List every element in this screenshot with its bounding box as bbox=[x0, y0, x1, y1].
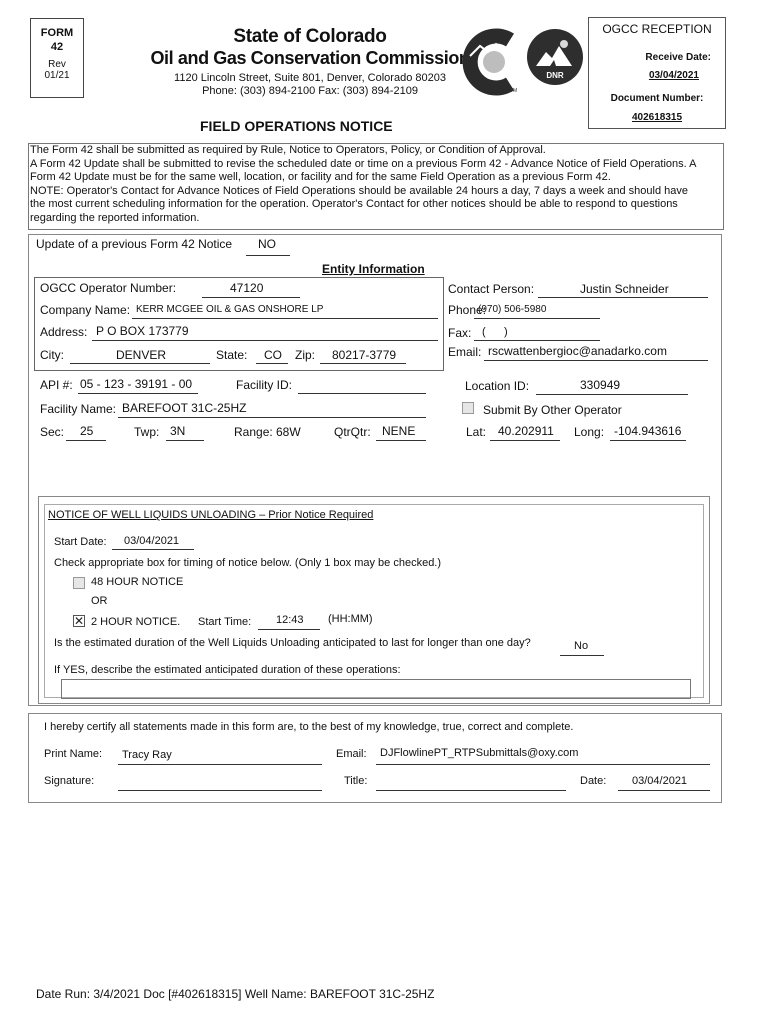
facility-name-value: BAREFOOT 31C-25HZ bbox=[122, 401, 247, 415]
location-id-field[interactable] bbox=[536, 378, 688, 395]
agency-title: Oil and Gas Conservation Commission bbox=[150, 48, 470, 68]
print-name-label: Print Name: bbox=[44, 748, 103, 760]
2-hour-checkbox[interactable]: ✕ bbox=[74, 614, 85, 628]
twp-field[interactable] bbox=[166, 424, 204, 441]
qtrqtr-field[interactable] bbox=[376, 424, 426, 441]
cert-email-field[interactable] bbox=[376, 747, 710, 765]
liquids-title: NOTICE OF WELL LIQUIDS UNLOADING – Prior Notice Required bbox=[48, 509, 374, 521]
instruction-line: NOTE: Operator's Contact for Advance Notices of Field Operations should be available 24 hours a day, 7 days a week and should have bbox=[30, 184, 688, 197]
update-value: NO bbox=[258, 237, 276, 251]
title-label: Title: bbox=[344, 775, 368, 787]
company-label: Company Name: bbox=[40, 303, 131, 317]
long-value: -104.943616 bbox=[614, 424, 682, 438]
facility-id-label: Facility ID: bbox=[236, 378, 293, 392]
certification-statement: I hereby certify all statements made in this form are, to the best of my knowledge, true, correct and complete. bbox=[44, 721, 574, 733]
document-number-label: Document Number: bbox=[610, 93, 704, 104]
duration-question: Is the estimated duration of the Well Liquids Unloading anticipated to last for longer than one day? bbox=[54, 637, 531, 649]
fax-value: ( ) bbox=[482, 326, 508, 338]
date-value: 03/04/2021 bbox=[632, 775, 688, 787]
facility-name-label: Facility Name: bbox=[40, 402, 117, 416]
phone-field[interactable] bbox=[474, 303, 600, 319]
entity-title: Entity Information bbox=[322, 262, 425, 276]
sec-field[interactable] bbox=[66, 424, 106, 441]
company-field[interactable] bbox=[132, 303, 438, 319]
long-field[interactable] bbox=[610, 424, 686, 441]
instruction-line: The Form 42 shall be submitted as required by Rule, Notice to Operators, Policy, or Condition of Approval. bbox=[30, 144, 546, 156]
dnr-logo bbox=[526, 28, 584, 90]
receive-date-label: Receive Date: bbox=[645, 52, 711, 63]
address-value: P O BOX 173779 bbox=[96, 324, 189, 338]
contact-value: Justin Schneider bbox=[580, 282, 669, 296]
operator-number-field[interactable] bbox=[202, 283, 300, 298]
zip-value: 80217-3779 bbox=[332, 348, 397, 362]
48-hour-checkbox[interactable] bbox=[73, 577, 85, 589]
api-label: API #: bbox=[40, 378, 73, 392]
fax-label: Fax: bbox=[448, 326, 472, 340]
ogcc-reception-box bbox=[588, 17, 726, 129]
range-value[interactable]: 68W bbox=[276, 425, 301, 439]
email-value: rscwattenbergioc@anadarko.com bbox=[488, 344, 667, 358]
lat-value: 40.202911 bbox=[498, 424, 554, 438]
notice-title: FIELD OPERATIONS NOTICE bbox=[200, 118, 393, 134]
phone-line: Phone: (303) 894-2100 Fax: (303) 894-2109 bbox=[202, 85, 418, 97]
dnr-text: DNR bbox=[546, 71, 564, 80]
form-label: FORM bbox=[40, 27, 74, 39]
form-number-box bbox=[30, 18, 84, 98]
instruction-line: Form 42 Update must be for the same well, location, or facility and for the same Field Operation as a previous Form 42. bbox=[30, 171, 611, 184]
instructions-box bbox=[28, 143, 724, 230]
trademark-text: TM bbox=[510, 88, 518, 94]
zip-field[interactable] bbox=[320, 347, 406, 364]
time-format-hint: (HH:MM) bbox=[328, 613, 373, 625]
describe-input[interactable] bbox=[61, 679, 691, 699]
lat-label: Lat: bbox=[466, 425, 487, 439]
date-field[interactable] bbox=[618, 774, 710, 791]
state-field[interactable] bbox=[256, 347, 288, 364]
location-id-label: Location ID: bbox=[465, 379, 530, 393]
date-label: Date: bbox=[580, 775, 607, 787]
contact-label: Contact Person: bbox=[448, 282, 535, 296]
api-value: 05 - 123 - 39191 - 00 bbox=[80, 377, 193, 391]
qtrqtr-label: QtrQtr: bbox=[334, 425, 371, 439]
cert-email-label: Email: bbox=[336, 748, 367, 760]
facility-name-field[interactable] bbox=[118, 401, 426, 418]
operator-number-label: OGCC Operator Number: bbox=[40, 281, 177, 295]
signature-field[interactable] bbox=[118, 774, 322, 791]
long-label: Long: bbox=[574, 425, 605, 439]
start-time-value: 12:43 bbox=[276, 614, 304, 626]
phone-value: (970) 506-5980 bbox=[478, 304, 547, 315]
receive-date: 03/04/2021 bbox=[648, 70, 699, 81]
instruction-line: A Form 42 Update shall be submitted to revise the scheduled date or time on a previous Form 42 - Advance Notice of Field Operations. A bbox=[30, 157, 697, 170]
reception-title: OGCC RECEPTION bbox=[602, 22, 712, 36]
or-label: OR bbox=[91, 595, 108, 607]
submit-other-label: Submit By Other Operator bbox=[483, 403, 622, 417]
print-name-value: Tracy Ray bbox=[122, 749, 172, 761]
instruction-line: the most current scheduling information for the operation. Operator's Contact for other notices should be able to respond to questions bbox=[30, 198, 678, 211]
zip-label: Zip: bbox=[295, 348, 316, 362]
start-date-field[interactable] bbox=[112, 534, 194, 550]
email-field[interactable] bbox=[484, 344, 708, 361]
operator-number: 47120 bbox=[230, 281, 264, 295]
state-title: State of Colorado bbox=[233, 26, 387, 47]
twp-value: 3N bbox=[170, 424, 186, 438]
city-field[interactable] bbox=[70, 347, 210, 364]
form-number: 42 bbox=[50, 41, 64, 53]
footer-text: Date Run: 3/4/2021 Doc [#402618315] Well Name: BAREFOOT 31C-25HZ bbox=[36, 987, 435, 1001]
fax-field[interactable] bbox=[474, 325, 600, 341]
cert-email-value: DJFlowlinePT_RTPSubmittals@oxy.com bbox=[380, 747, 579, 759]
address-field[interactable] bbox=[92, 324, 438, 341]
print-name-field[interactable] bbox=[118, 747, 322, 765]
agency-address bbox=[150, 72, 470, 98]
instruction-line: regarding the reported information. bbox=[30, 211, 200, 224]
2-hour-label: 2 HOUR NOTICE. bbox=[91, 616, 181, 628]
range-label: Range: bbox=[234, 425, 273, 439]
qtrqtr-value: NENE bbox=[382, 424, 416, 438]
address-line: 1120 Lincoln Street, Suite 801, Denver, Colorado 80203 bbox=[174, 72, 446, 84]
colorado-c-logo bbox=[458, 26, 520, 96]
rev-label: Rev bbox=[48, 59, 66, 70]
city-label: City: bbox=[40, 348, 64, 362]
submit-other-checkbox[interactable] bbox=[462, 402, 474, 414]
signature-label: Signature: bbox=[44, 775, 95, 787]
start-time-field[interactable] bbox=[258, 613, 320, 630]
contact-field[interactable] bbox=[538, 283, 708, 298]
title-field[interactable] bbox=[376, 774, 566, 791]
phone-label: Phone: bbox=[448, 303, 487, 317]
state-label: State: bbox=[216, 348, 248, 362]
facility-id-field[interactable] bbox=[298, 377, 426, 394]
email-label: Email: bbox=[448, 345, 482, 359]
document-number: 402618315 bbox=[631, 112, 683, 123]
duration-answer-field[interactable] bbox=[560, 638, 604, 656]
duration-answer: No bbox=[574, 640, 589, 652]
location-id-value: 330949 bbox=[580, 378, 621, 392]
sec-label: Sec: bbox=[40, 425, 65, 439]
api-field[interactable] bbox=[78, 377, 198, 394]
start-time-label: Start Time: bbox=[198, 616, 252, 628]
sec-value: 25 bbox=[80, 424, 94, 438]
48-hour-label: 48 HOUR NOTICE bbox=[91, 576, 184, 588]
update-label: Update of a previous Form 42 Notice bbox=[36, 237, 233, 251]
twp-label: Twp: bbox=[134, 425, 160, 439]
update-field[interactable] bbox=[246, 239, 290, 256]
rev-date: 01/21 bbox=[44, 70, 70, 81]
describe-label: If YES, describe the estimated anticipated duration of these operations: bbox=[54, 664, 401, 676]
start-date-value: 03/04/2021 bbox=[124, 535, 180, 547]
start-date-label: Start Date: bbox=[54, 536, 107, 548]
state-value: CO bbox=[264, 348, 282, 362]
city-value: DENVER bbox=[116, 348, 167, 362]
lat-field[interactable] bbox=[490, 424, 560, 441]
check-instruction: Check appropriate box for timing of notice below. (Only 1 box may be checked.) bbox=[54, 557, 442, 569]
company-value: KERR MCGEE OIL & GAS ONSHORE LP bbox=[136, 304, 324, 315]
address-label: Address: bbox=[40, 325, 88, 339]
